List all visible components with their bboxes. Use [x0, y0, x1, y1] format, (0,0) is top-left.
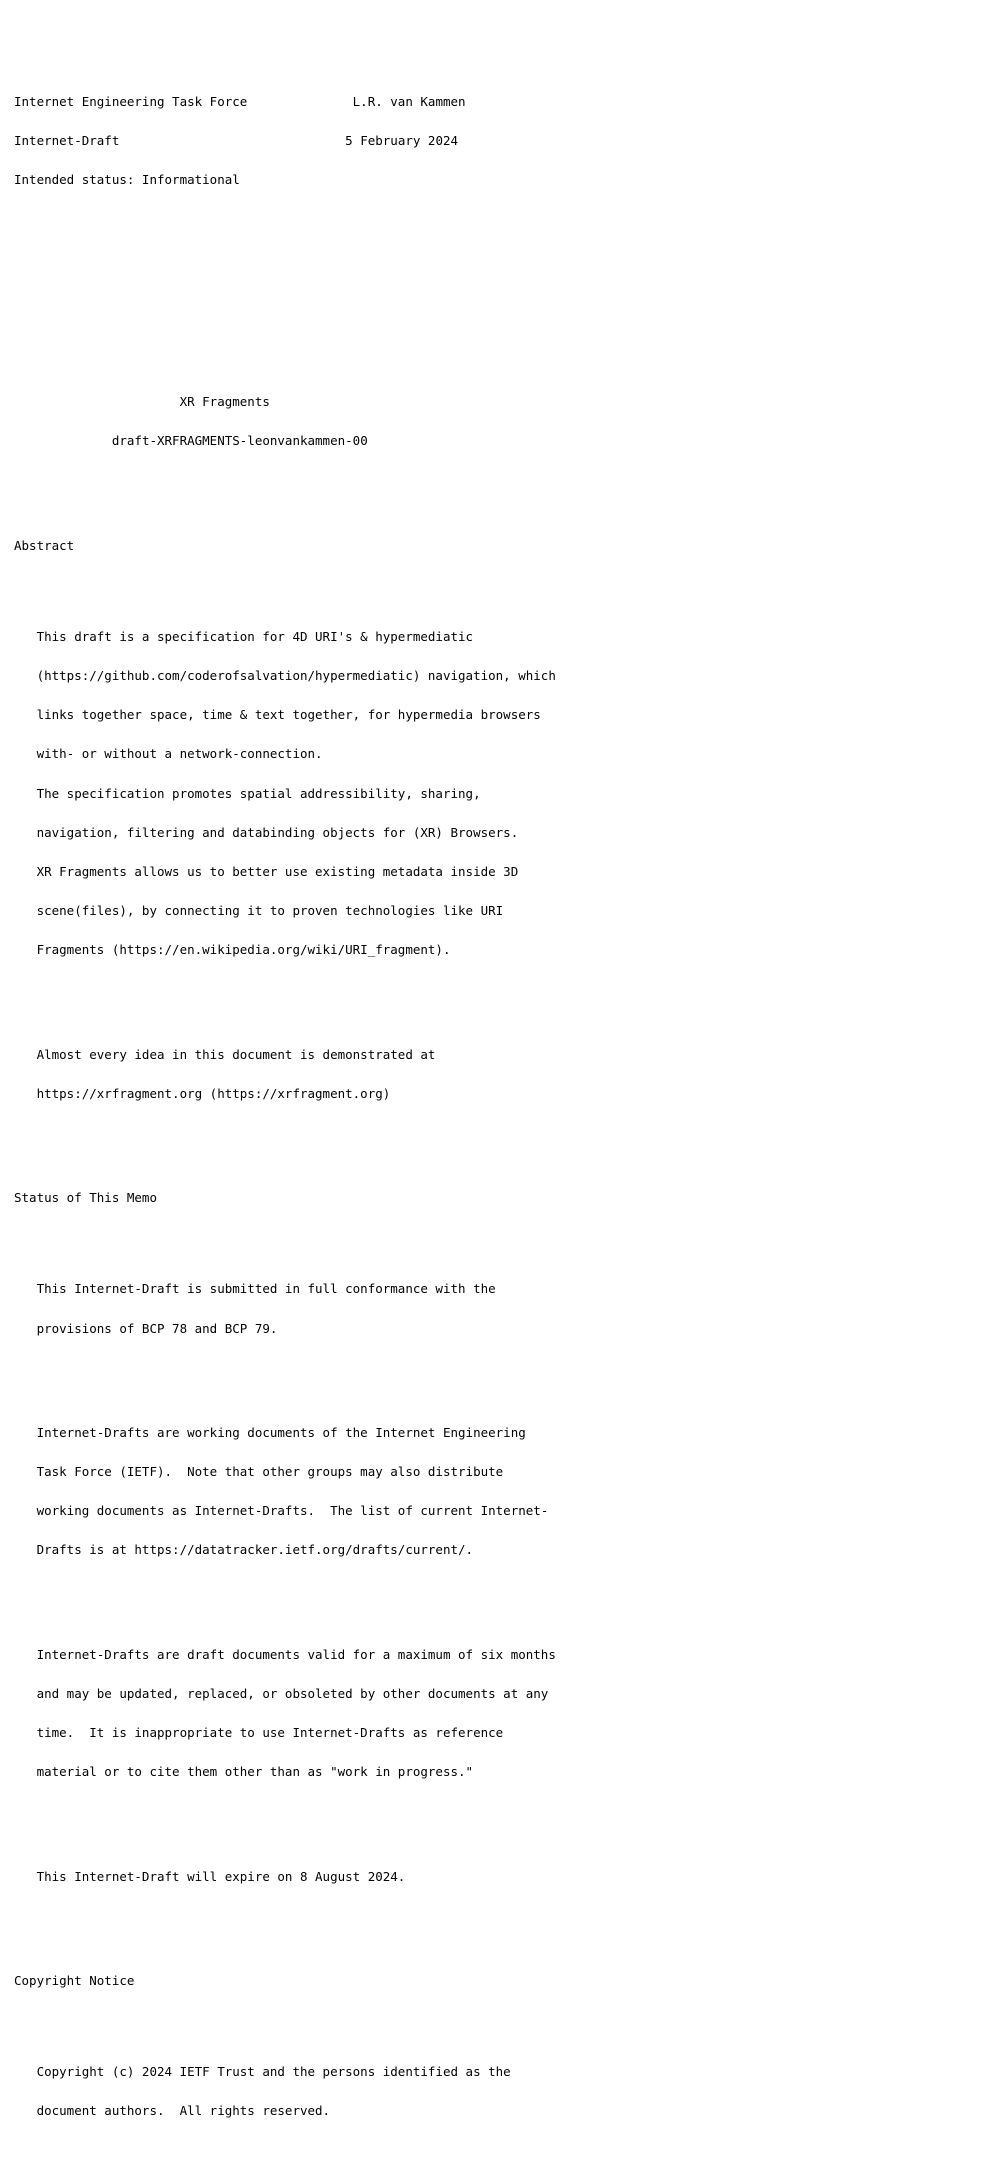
- text: document authors. All rights reserved.: [36, 2103, 331, 2119]
- header-right-2: 5 February 2024: [345, 133, 459, 149]
- text: Internet-Drafts are working documents of the Internet Engineering: [36, 1424, 526, 1440]
- status-p3-l2: [14, 1687, 556, 1700]
- document-title-line: [14, 395, 556, 408]
- text: Task Force (IETF). Note that other groups may also distribute: [36, 1464, 504, 1480]
- spacer: [14, 1922, 556, 1935]
- header-left-3: Intended status: Informational: [14, 172, 240, 188]
- spacer: [14, 995, 556, 1008]
- status-p1-l2: [14, 1322, 556, 1335]
- section-heading-copyright: Copyright Notice: [14, 1972, 135, 1988]
- spacer: [14, 265, 556, 278]
- indent: [14, 1725, 37, 1740]
- text: This Internet-Draft will expire on 8 August 2024.: [36, 1868, 406, 1884]
- spacer: [14, 226, 556, 239]
- copyright-p1-l2: [14, 2104, 556, 2117]
- text: scene(files), by connecting it to proven technologies like URI: [36, 903, 504, 919]
- text: working documents as Internet-Drafts. The list of current Internet-: [36, 1503, 549, 1519]
- abstract-p1-l8: [14, 904, 556, 917]
- text: and may be updated, replaced, or obsoleted by other documents at any: [36, 1685, 549, 1701]
- text: Almost every idea in this document is demonstrated at: [36, 1046, 436, 1062]
- indent: [14, 1542, 37, 1557]
- indent: [14, 1647, 37, 1662]
- status-p4-l1: [14, 1870, 556, 1883]
- spacer: [14, 1139, 556, 1152]
- indent: [14, 668, 37, 683]
- abstract-p1-l3: [14, 708, 556, 721]
- header-line-1: [14, 95, 556, 108]
- indent: [14, 1425, 37, 1440]
- status-p2-l4: [14, 1543, 556, 1556]
- text: This draft is a specification for 4D URI's & hypermediatic: [36, 629, 474, 645]
- header-spacer-2: [119, 133, 345, 148]
- indent: [14, 786, 37, 801]
- header-line-2: [14, 134, 556, 147]
- abstract-p1-l9: [14, 943, 556, 956]
- indent: [14, 1503, 37, 1518]
- status-p3-l3: [14, 1726, 556, 1739]
- draft-name: draft-XRFRAGMENTS-leonvankammen-00: [111, 433, 368, 449]
- header-left-1: Internet Engineering Task Force: [14, 94, 248, 110]
- abstract-p2-l2: [14, 1087, 556, 1100]
- indent: [14, 1464, 37, 1479]
- indent: [14, 864, 37, 879]
- status-p2-l3: [14, 1504, 556, 1517]
- status-p3-l1: [14, 1648, 556, 1661]
- abstract-p1-l4: [14, 747, 556, 760]
- header-line-3: [14, 173, 556, 186]
- indent: [14, 1321, 37, 1336]
- indent: [14, 2103, 37, 2118]
- abstract-p1-l5: [14, 787, 556, 800]
- text: Internet-Drafts are draft documents valid for a maximum of six months: [36, 1646, 556, 1662]
- spacer: [14, 487, 556, 500]
- indent: [14, 629, 37, 644]
- document-body: [14, 56, 556, 2157]
- draft-indent: [14, 433, 112, 448]
- text: with- or without a network-connection.: [36, 746, 323, 762]
- abstract-p1-l6: [14, 826, 556, 839]
- title-indent: [14, 394, 180, 409]
- abstract-p1-l2: [14, 669, 556, 682]
- indent: [14, 707, 37, 722]
- header-right-1: L.R. van Kammen: [352, 94, 466, 110]
- text: provisions of BCP 78 and BCP 79.: [36, 1320, 278, 1336]
- abstract-p2-l1: [14, 1048, 556, 1061]
- text: The specification promotes spatial addressibility, sharing,: [36, 785, 481, 801]
- text: links together space, time & text together, for hypermedia browsers: [36, 707, 541, 723]
- indent: [14, 1281, 37, 1296]
- spacer: [14, 2013, 556, 2026]
- section-heading-abstract: Abstract: [14, 537, 75, 553]
- text: Fragments (https://en.wikipedia.org/wiki/URI_fragment).: [36, 942, 451, 958]
- text: Drafts is at https://datatracker.ietf.org/drafts/current/.: [36, 1542, 474, 1558]
- spacer: [14, 1596, 556, 1609]
- indent: [14, 2064, 37, 2079]
- document-draft-line: [14, 434, 556, 447]
- spacer: [14, 304, 556, 317]
- text: XR Fragments allows us to better use existing metadata inside 3D: [36, 863, 519, 879]
- indent: [14, 1764, 37, 1779]
- text: navigation, filtering and databinding objects for (XR) Browsers.: [36, 824, 519, 840]
- text: This Internet-Draft is submitted in full conformance with the: [36, 1281, 496, 1297]
- spacer: [14, 1374, 556, 1387]
- spacer: [14, 578, 556, 591]
- header-left-2: Internet-Draft: [14, 133, 120, 149]
- page-title: XR Fragments: [179, 394, 270, 410]
- status-p2-l1: [14, 1426, 556, 1439]
- indent: [14, 1086, 37, 1101]
- text: material or to cite them other than as "work in progress.": [36, 1764, 474, 1780]
- indent: [14, 1047, 37, 1062]
- indent: [14, 942, 37, 957]
- status-p2-l2: [14, 1465, 556, 1478]
- indent: [14, 903, 37, 918]
- abstract-p1-l7: [14, 865, 556, 878]
- indent: [14, 1686, 37, 1701]
- spacer: [14, 1817, 556, 1830]
- copyright-p1-l1: [14, 2065, 556, 2078]
- status-p3-l4: [14, 1765, 556, 1778]
- spacer: [14, 1230, 556, 1243]
- indent: [14, 825, 37, 840]
- text: Copyright (c) 2024 IETF Trust and the persons identified as the: [36, 2064, 511, 2080]
- indent: [14, 1869, 37, 1884]
- text: https://xrfragment.org (https://xrfragment.org): [36, 1085, 391, 1101]
- text: (https://github.com/coderofsalvation/hypermediatic) navigation, which: [36, 668, 556, 684]
- spacer: [14, 343, 556, 356]
- text: time. It is inappropriate to use Internet-Drafts as reference: [36, 1725, 504, 1740]
- header-spacer-1: [247, 94, 352, 109]
- status-p1-l1: [14, 1282, 556, 1295]
- abstract-p1-l1: [14, 630, 556, 643]
- section-heading-status: Status of This Memo: [14, 1190, 157, 1206]
- indent: [14, 746, 37, 761]
